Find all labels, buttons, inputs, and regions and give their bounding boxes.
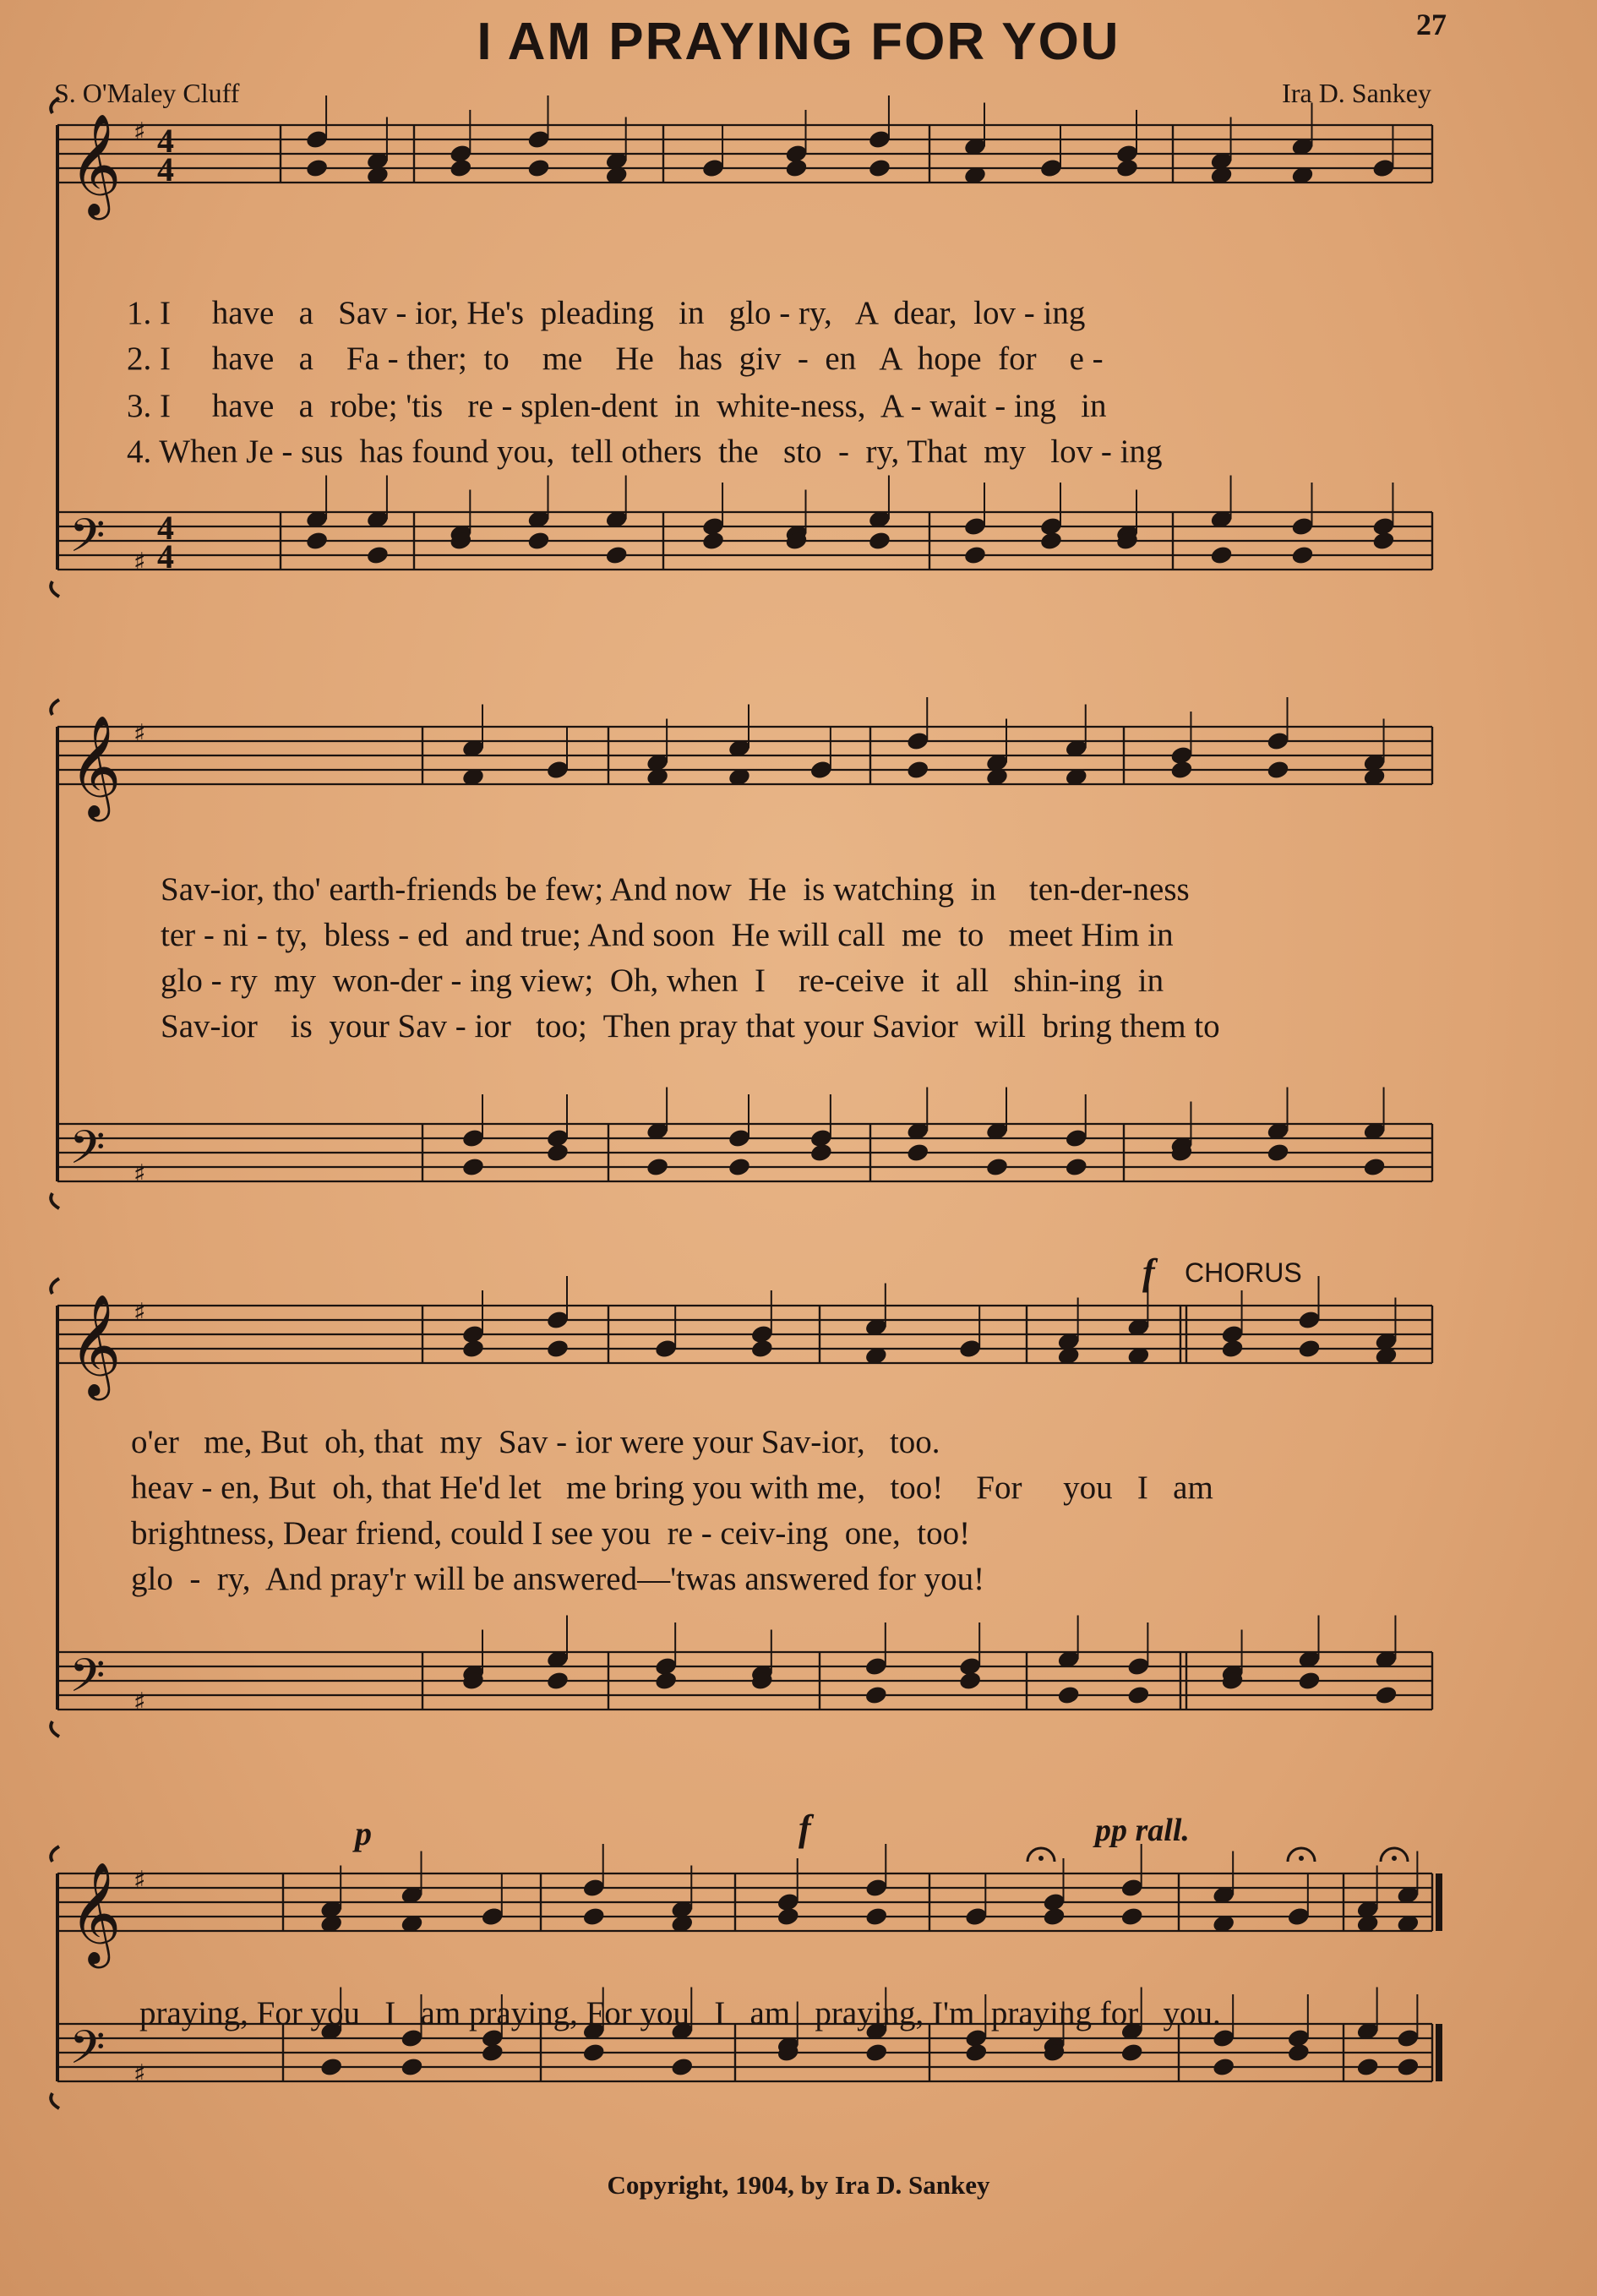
key-signature-sharp: ♯ — [134, 117, 146, 147]
system-bracket — [51, 1721, 59, 1737]
lyric-line: o'er me, But oh, that my Sav - ior were your Sav-ior, too. — [131, 1424, 940, 1460]
note-head — [1355, 2056, 1380, 2077]
note-head — [1209, 544, 1234, 565]
key-signature-sharp: ♯ — [134, 1866, 146, 1895]
note-head — [864, 1906, 889, 1927]
note-head — [864, 2042, 889, 2063]
lyric-line: glo - ry, And pray'r will be answered—'twas answered for you! — [131, 1561, 985, 1597]
system-bracket — [51, 1846, 59, 1862]
song-title: I AM PRAYING FOR YOU — [477, 13, 1120, 71]
system-bracket — [51, 1279, 59, 1294]
note-head — [963, 544, 988, 565]
note-head — [449, 157, 473, 178]
note-head — [546, 1142, 570, 1163]
system-bracket — [51, 2093, 59, 2108]
note-head — [1064, 1156, 1088, 1177]
note-head — [1297, 1670, 1322, 1691]
note-head — [480, 2042, 504, 2063]
lyricist-credit: S. O'Maley Cluff — [54, 78, 240, 108]
note-head — [670, 2056, 695, 2077]
lyric-line: 3. I have a robe; 'tis re - splen-dent in white-ness, A - wait - ing in — [127, 388, 1107, 424]
lyric-line: praying, For you I am praying, For you I am praying, I'm praying for you. — [139, 1995, 1221, 2031]
note-head — [526, 530, 551, 551]
note-head — [1115, 157, 1140, 178]
note-head — [1120, 2042, 1144, 2063]
note-head — [1290, 544, 1315, 565]
time-signature-top: 4 — [157, 122, 174, 160]
note-head — [581, 1906, 606, 1927]
treble-clef: 𝄞 — [69, 1293, 122, 1396]
note-head — [1266, 1142, 1290, 1163]
note-head — [868, 530, 892, 551]
chorus-label: CHORUS — [1185, 1257, 1302, 1288]
bass-clef: 𝄢 — [69, 509, 106, 574]
lyric-line: glo - ry my won-der - ing view; Oh, when I re-ceive it all shin-ing in — [161, 963, 1164, 999]
page-number: 27 — [1416, 8, 1447, 41]
system-bracket — [51, 1193, 59, 1208]
lyric-line: heav - en, But oh, that He'd let me bring you with me, too! For you I am — [131, 1470, 1213, 1506]
note-head — [864, 1684, 888, 1705]
piano-mark: p — [355, 1814, 372, 1852]
note-head — [1212, 2056, 1236, 2077]
copyright-notice: Copyright, 1904, by Ira D. Sankey — [607, 2170, 990, 2200]
note-head — [1126, 1684, 1151, 1705]
note-head — [461, 1156, 486, 1177]
note-head — [546, 1670, 570, 1691]
note-head — [526, 157, 551, 178]
lyric-line: Sav-ior is your Sav - ior too; Then pray that your Savior will bring them to — [161, 1008, 1220, 1044]
note-head — [1120, 1906, 1144, 1927]
note-head — [749, 1338, 774, 1359]
note-head — [964, 2042, 989, 2063]
note-head — [305, 157, 330, 178]
note-head — [581, 2042, 606, 2063]
fermata — [1038, 1856, 1044, 1861]
note-head — [604, 544, 629, 565]
key-signature-sharp: ♯ — [134, 719, 146, 749]
note-head — [1396, 2056, 1420, 2077]
system-bracket — [51, 98, 59, 113]
note-head — [868, 157, 892, 178]
fermata — [1392, 1856, 1397, 1861]
time-signature-top: 4 — [157, 509, 174, 547]
lyric-line: 4. When Je - sus has found you, tell others the sto - ry, That my lov - ing — [127, 434, 1163, 470]
note-head — [1286, 2042, 1311, 2063]
note-head — [305, 530, 330, 551]
lyric-line: brightness, Dear friend, could I see you re - ceiv-ing one, too! — [131, 1515, 971, 1552]
note-head — [461, 1338, 486, 1359]
key-signature-sharp: ♯ — [134, 2059, 146, 2089]
bass-clef: 𝄢 — [69, 1121, 106, 1186]
key-signature-sharp: ♯ — [134, 548, 146, 577]
note-head — [546, 1338, 570, 1359]
lyric-line: ter - ni - ty, bless - ed and true; And soon He will call me to meet Him in — [161, 917, 1174, 953]
note-head — [728, 1156, 752, 1177]
lyric-line: 2. I have a Fa - ther; to me He has giv - en A hope for e - — [127, 341, 1104, 377]
bass-clef: 𝄢 — [69, 2021, 106, 2086]
treble-clef: 𝄞 — [69, 714, 122, 817]
note-head — [366, 544, 390, 565]
system-bracket — [51, 700, 59, 715]
bass-clef: 𝄢 — [69, 1649, 106, 1714]
note-head — [906, 759, 930, 780]
key-signature-sharp: ♯ — [134, 1159, 146, 1189]
forte-mark: f — [798, 1808, 811, 1849]
note-head — [809, 1142, 834, 1163]
note-head — [646, 1156, 670, 1177]
treble-clef: 𝄞 — [69, 112, 122, 215]
note-head — [654, 1670, 679, 1691]
note-head — [1220, 1338, 1245, 1359]
key-signature-sharp: ♯ — [134, 1298, 146, 1328]
fermata — [1299, 1856, 1304, 1861]
note-head — [1039, 530, 1064, 551]
note-head — [400, 2056, 424, 2077]
note-head — [1042, 1906, 1066, 1927]
note-head — [906, 1142, 930, 1163]
note-head — [701, 530, 726, 551]
system-bracket — [51, 581, 59, 597]
note-head — [1297, 1338, 1322, 1359]
pianissimo-rall-mark: pp rall. — [1095, 1813, 1190, 1848]
note-head — [1056, 1684, 1081, 1705]
note-head — [1362, 1156, 1387, 1177]
lyric-line: Sav-ior, tho' earth-friends be few; And now He is watching in ten-der-ness — [161, 871, 1190, 908]
note-head — [1169, 759, 1194, 780]
treble-clef: 𝄞 — [69, 1861, 122, 1964]
note-head — [958, 1670, 983, 1691]
note-head — [1371, 530, 1396, 551]
note-head — [1374, 1684, 1398, 1705]
note-head — [985, 1156, 1010, 1177]
key-signature-sharp: ♯ — [134, 1688, 146, 1717]
time-signature-bottom: 4 — [157, 150, 174, 188]
time-signature-bottom: 4 — [157, 537, 174, 575]
note-head — [784, 157, 809, 178]
lyric-line: 1. I have a Sav - ior, He's pleading in glo - ry, A dear, lov - ing — [127, 295, 1086, 331]
note-head — [776, 1906, 800, 1927]
note-head — [1266, 759, 1290, 780]
composer-credit: Ira D. Sankey — [1282, 78, 1431, 108]
note-head — [319, 2056, 344, 2077]
forte-mark: f — [1142, 1252, 1155, 1293]
